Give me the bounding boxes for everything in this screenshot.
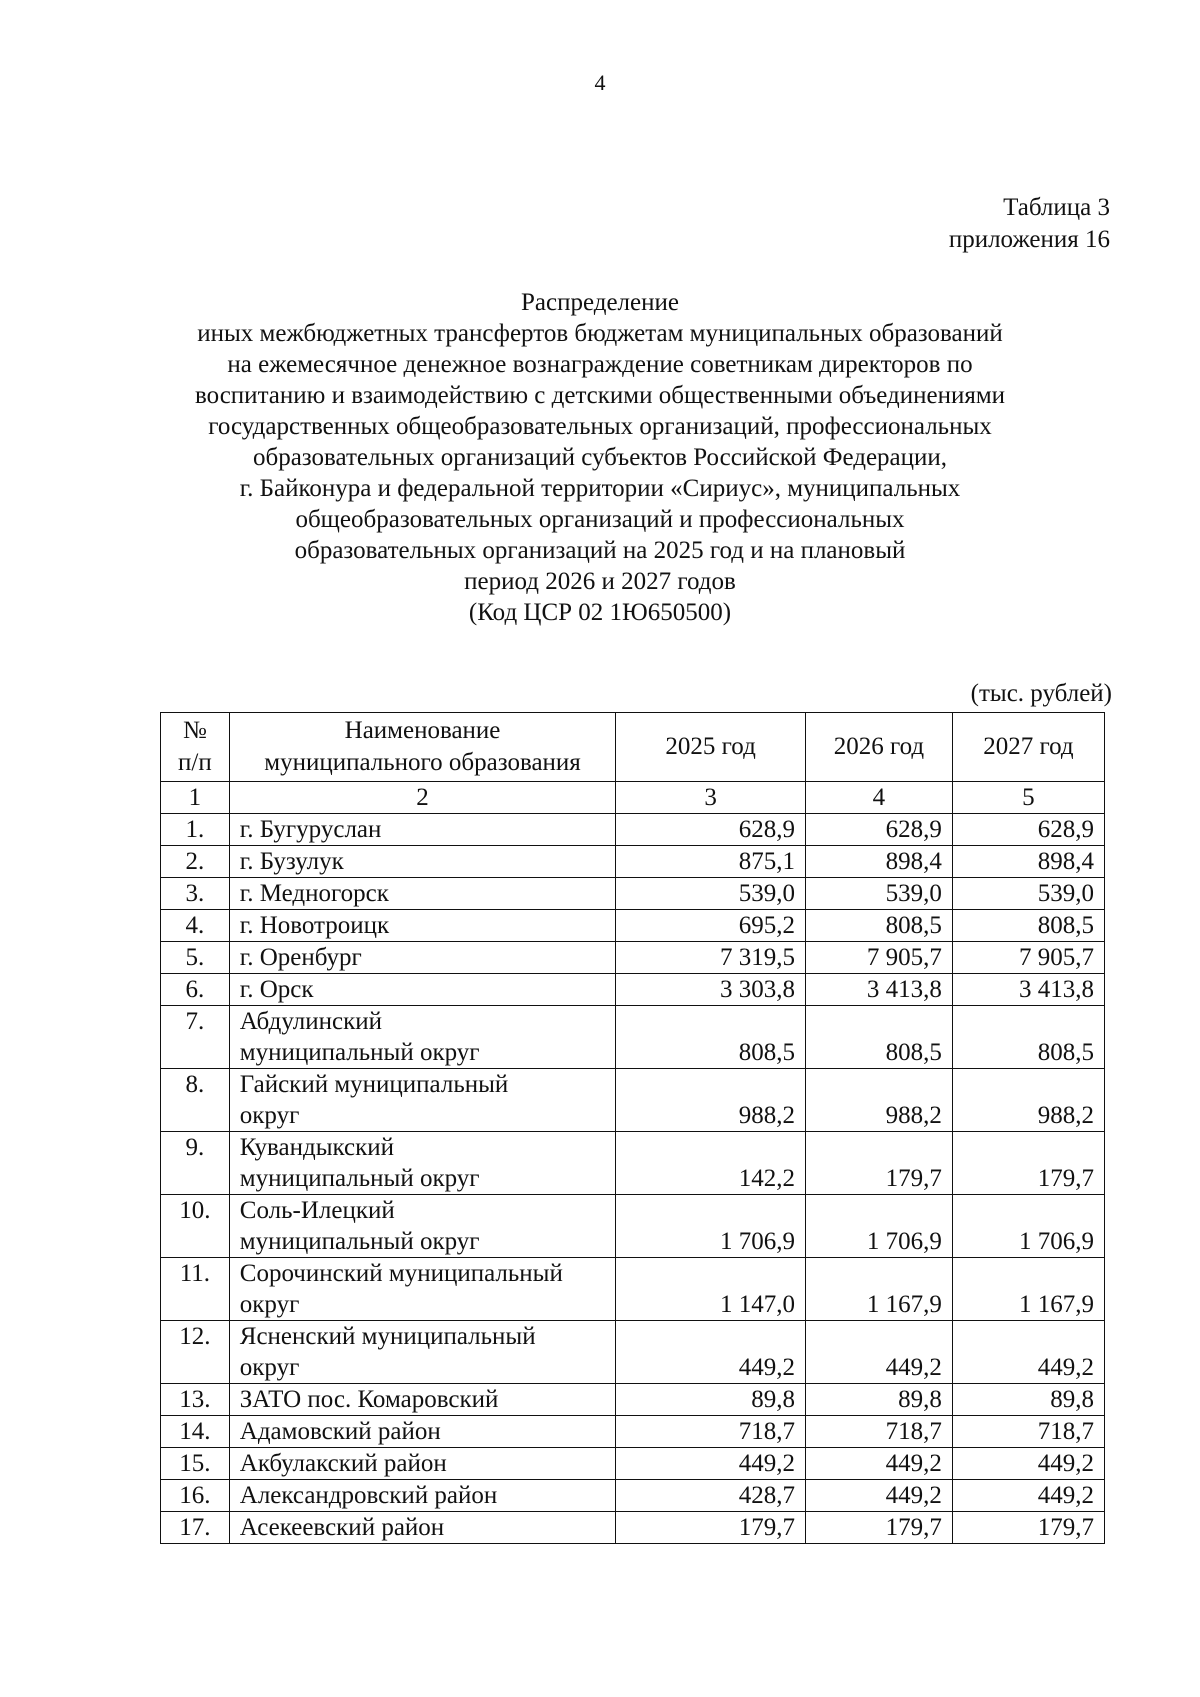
title-line: образовательных организаций субъектов Российской Федерации, [252, 444, 948, 471]
value-2026: 988,2 [805, 1069, 952, 1132]
municipality-name-line: округ [239, 1102, 300, 1129]
title-line: г. Байконура и федеральной территории «Сириус», муниципальных [239, 475, 961, 502]
value-2025: 449,2 [616, 1321, 806, 1384]
value-2026: 808,5 [805, 1006, 952, 1069]
municipality-name-line: г. Бузулук [239, 848, 344, 875]
row-number: 2. [161, 846, 230, 878]
table-reference-line-2: приложения 16 [948, 226, 1110, 253]
value-2025: 1 706,9 [616, 1195, 806, 1258]
value-2026: 7 905,7 [805, 942, 952, 974]
value-2025: 428,7 [616, 1480, 806, 1512]
table-row [161, 846, 1105, 878]
municipality-name [229, 1480, 616, 1512]
row-number: 9. [161, 1132, 230, 1195]
value-2027: 3 413,8 [952, 974, 1104, 1006]
municipality-name-line: г. Бугуруслан [239, 816, 382, 843]
table-body [161, 814, 1105, 1544]
municipality-name [229, 1416, 616, 1448]
units-label: (тыс. рублей) [970, 680, 1112, 707]
value-2025: 808,5 [616, 1006, 806, 1069]
page-number: 4 [594, 70, 606, 95]
header-name-line-1: Наименование [344, 717, 501, 744]
title-line: образовательных организаций на 2025 год и на плановый [294, 537, 906, 564]
value-2025: 3 303,8 [616, 974, 806, 1006]
value-2025: 988,2 [616, 1069, 806, 1132]
distribution-table [160, 712, 1105, 1544]
value-2025: 1 147,0 [616, 1258, 806, 1321]
municipality-name-line: Адамовский район [239, 1418, 441, 1445]
municipality-name-line: г. Медногорск [239, 880, 389, 907]
municipality-name [229, 1069, 616, 1132]
table-row [161, 974, 1105, 1006]
municipality-name [229, 1384, 616, 1416]
value-2026: 628,9 [805, 814, 952, 846]
municipality-name-line: г. Оренбург [239, 944, 362, 971]
value-2027: 449,2 [952, 1321, 1104, 1384]
value-2026: 1 706,9 [805, 1195, 952, 1258]
value-2027: 988,2 [952, 1069, 1104, 1132]
column-number: 3 [616, 782, 806, 814]
row-number: 8. [161, 1069, 230, 1132]
title-line: Распределение [521, 289, 679, 316]
table-row [161, 1512, 1105, 1544]
header-number-line-2: п/п [178, 749, 212, 776]
municipality-name-line: муниципальный округ [239, 1039, 480, 1066]
value-2026: 179,7 [805, 1512, 952, 1544]
value-2027: 898,4 [952, 846, 1104, 878]
value-2025: 179,7 [616, 1512, 806, 1544]
value-2025: 875,1 [616, 846, 806, 878]
value-2026: 898,4 [805, 846, 952, 878]
value-2027: 449,2 [952, 1448, 1104, 1480]
value-2025: 718,7 [616, 1416, 806, 1448]
value-2025: 628,9 [616, 814, 806, 846]
row-number: 3. [161, 878, 230, 910]
column-number: 1 [161, 782, 230, 814]
title-line: иных межбюджетных трансфертов бюджетам муниципальных образований [197, 320, 1003, 347]
row-number: 11. [161, 1258, 230, 1321]
value-2025: 142,2 [616, 1132, 806, 1195]
municipality-name [229, 1512, 616, 1544]
row-number: 5. [161, 942, 230, 974]
municipality-name [229, 910, 616, 942]
municipality-name [229, 1195, 616, 1258]
header-2027: 2027 год [952, 713, 1104, 782]
value-2025: 539,0 [616, 878, 806, 910]
value-2026: 89,8 [805, 1384, 952, 1416]
municipality-name [229, 1258, 616, 1321]
header-number [161, 713, 230, 782]
value-2027: 808,5 [952, 1006, 1104, 1069]
table-row [161, 1258, 1105, 1321]
row-number: 4. [161, 910, 230, 942]
table-row [161, 1195, 1105, 1258]
municipality-name [229, 942, 616, 974]
value-2026: 718,7 [805, 1416, 952, 1448]
table-row [161, 1006, 1105, 1069]
value-2026: 1 167,9 [805, 1258, 952, 1321]
value-2027: 539,0 [952, 878, 1104, 910]
row-number: 13. [161, 1384, 230, 1416]
column-number-row [161, 782, 1105, 814]
municipality-name-line: муниципальный округ [239, 1165, 480, 1192]
column-number: 5 [952, 782, 1104, 814]
municipality-name [229, 1448, 616, 1480]
municipality-name-line: округ [239, 1291, 300, 1318]
header-2026: 2026 год [805, 713, 952, 782]
municipality-name-line: Александровский район [239, 1482, 498, 1509]
table-row [161, 814, 1105, 846]
value-2027: 808,5 [952, 910, 1104, 942]
header-2025: 2025 год [616, 713, 806, 782]
municipality-name-line: Сорочинский муниципальный [239, 1260, 563, 1287]
value-2025: 7 319,5 [616, 942, 806, 974]
table-row [161, 1069, 1105, 1132]
municipality-name-line: Соль-Илецкий [239, 1197, 395, 1224]
municipality-name [229, 1006, 616, 1069]
table-row [161, 1416, 1105, 1448]
municipality-name [229, 974, 616, 1006]
municipality-name-line: округ [239, 1354, 300, 1381]
municipality-name-line: Гайский муниципальный [239, 1071, 509, 1098]
value-2025: 695,2 [616, 910, 806, 942]
title-line: (Код ЦСР 02 1Ю650500) [468, 599, 732, 626]
title-line: на ежемесячное денежное вознаграждение советникам директоров по [227, 351, 973, 378]
value-2026: 179,7 [805, 1132, 952, 1195]
title-line: воспитанию и взаимодействию с детскими общественными объединениями [194, 382, 1006, 409]
value-2027: 179,7 [952, 1512, 1104, 1544]
municipality-name-line: Кувандыкский [239, 1134, 395, 1161]
municipality-name-line: ЗАТО пос. Комаровский [239, 1386, 499, 1413]
municipality-name [229, 1132, 616, 1195]
row-number: 6. [161, 974, 230, 1006]
row-number: 1. [161, 814, 230, 846]
row-number: 10. [161, 1195, 230, 1258]
row-number: 7. [161, 1006, 230, 1069]
municipality-name [229, 1321, 616, 1384]
table-row [161, 878, 1105, 910]
table-header-row [161, 713, 1105, 782]
municipality-name-line: Абдулинский [239, 1008, 383, 1035]
municipality-name [229, 878, 616, 910]
header-name-line-2: муниципального образования [264, 749, 581, 776]
municipality-name-line: г. Новотроицк [239, 912, 390, 939]
table-reference [949, 192, 1110, 256]
value-2027: 89,8 [952, 1384, 1104, 1416]
row-number: 14. [161, 1416, 230, 1448]
header-number-line-1: № [182, 717, 207, 744]
value-2025: 89,8 [616, 1384, 806, 1416]
value-2026: 539,0 [805, 878, 952, 910]
row-number: 17. [161, 1512, 230, 1544]
header-name [229, 713, 616, 782]
value-2027: 7 905,7 [952, 942, 1104, 974]
value-2025: 449,2 [616, 1448, 806, 1480]
document-title [150, 287, 1050, 628]
title-line: государственных общеобразовательных организаций, профессиональных [208, 413, 992, 440]
value-2027: 179,7 [952, 1132, 1104, 1195]
table-row [161, 1480, 1105, 1512]
row-number: 15. [161, 1448, 230, 1480]
value-2026: 449,2 [805, 1321, 952, 1384]
value-2026: 449,2 [805, 1480, 952, 1512]
value-2027: 1 706,9 [952, 1195, 1104, 1258]
municipality-name [229, 846, 616, 878]
municipality-name-line: Ясненский муниципальный [239, 1323, 536, 1350]
table-reference-line-1: Таблица 3 [1003, 194, 1110, 221]
column-number: 2 [229, 782, 616, 814]
row-number: 16. [161, 1480, 230, 1512]
table-row [161, 1384, 1105, 1416]
value-2027: 449,2 [952, 1480, 1104, 1512]
municipality-name-line: г. Орск [239, 976, 314, 1003]
municipality-name-line: Асекеевский район [239, 1514, 445, 1541]
table-row [161, 942, 1105, 974]
value-2026: 449,2 [805, 1448, 952, 1480]
table-row [161, 910, 1105, 942]
municipality-name-line: Акбулакский район [239, 1450, 447, 1477]
value-2026: 808,5 [805, 910, 952, 942]
municipality-name-line: муниципальный округ [239, 1228, 480, 1255]
value-2027: 1 167,9 [952, 1258, 1104, 1321]
value-2027: 718,7 [952, 1416, 1104, 1448]
table-row [161, 1132, 1105, 1195]
title-line: общеобразовательных организаций и профессиональных [295, 506, 905, 533]
value-2026: 3 413,8 [805, 974, 952, 1006]
table-row [161, 1448, 1105, 1480]
column-number: 4 [805, 782, 952, 814]
row-number: 12. [161, 1321, 230, 1384]
value-2027: 628,9 [952, 814, 1104, 846]
title-line: период 2026 и 2027 годов [464, 568, 736, 595]
municipality-name [229, 814, 616, 846]
table-row [161, 1321, 1105, 1384]
